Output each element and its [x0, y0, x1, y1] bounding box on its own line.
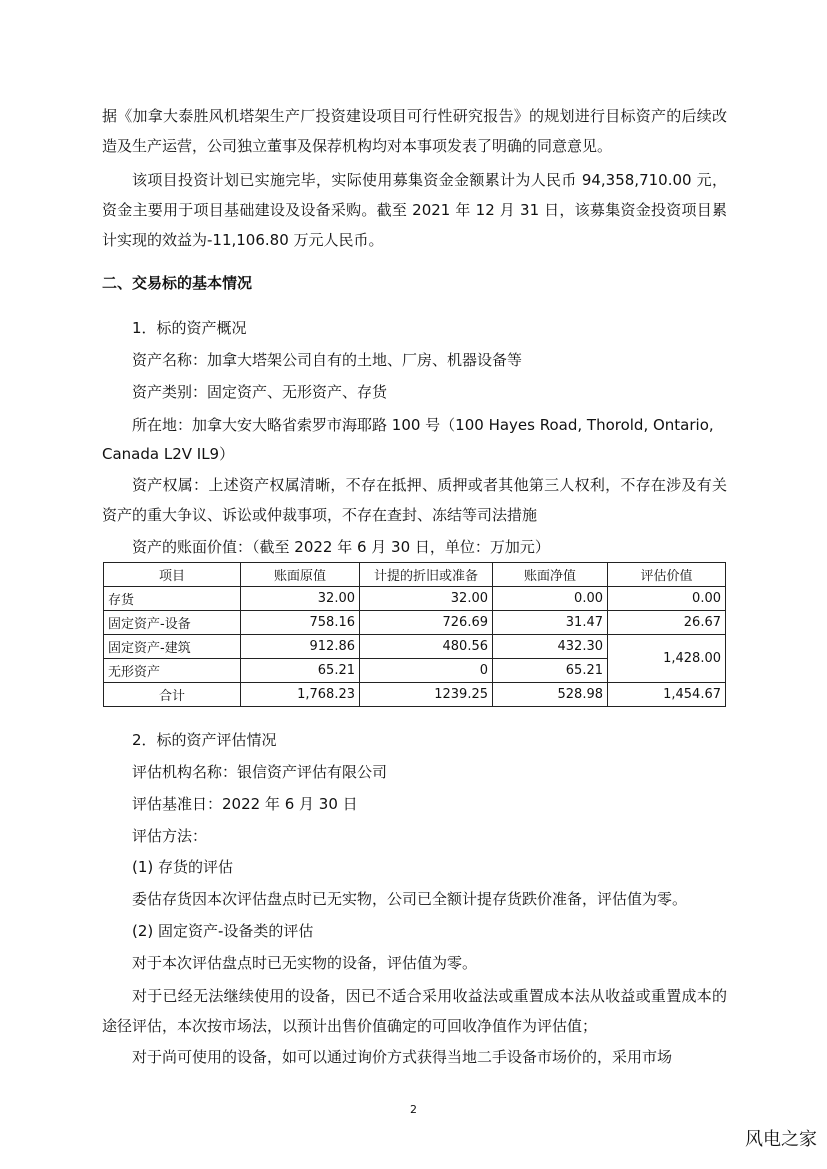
table-cell: 432.30: [493, 635, 608, 659]
table-header-cell: 账面净值: [493, 563, 608, 587]
appraisal-agency: 评估机构名称：银信资产评估有限公司: [132, 763, 388, 781]
table-header-cell: 计提的折旧或准备: [360, 563, 493, 587]
paragraph-investment-summary: 该项目投资计划已实施完毕，实际使用募集资金金额累计为人民币 94,358,710.00 元，资金主要用于项目基础建设及设备采购。截至 2021 年 12 月 31 日，该募集资金投资项目累计实现的效益为-11,106.80 万元人民币。: [102, 171, 727, 249]
table-header-cell: 评估价值: [608, 563, 726, 587]
table-cell: 0.00: [608, 587, 726, 611]
appraisal-base-date: 评估基准日：2022 年 6 月 30 日: [132, 795, 358, 813]
table-cell: 1239.25: [360, 683, 493, 707]
method-inventory-text: 委估存货因本次评估盘点时已无实物，公司已全额计提存货跌价准备，评估值为零。: [132, 890, 688, 908]
table-cell: 480.56: [360, 635, 493, 659]
table-cell: 合计: [104, 683, 241, 707]
table-cell: 0: [360, 659, 493, 683]
table-row: [104, 587, 726, 611]
table-cell: 65.21: [241, 659, 360, 683]
table-cell: 0.00: [493, 587, 608, 611]
table-header-row: [104, 563, 726, 587]
table-cell: 无形资产: [104, 659, 241, 683]
asset-location-line2: Canada L2V IL9）: [102, 445, 235, 463]
table-cell: 31.47: [493, 611, 608, 635]
asset-value-table: [103, 562, 726, 707]
table-cell: 26.67: [608, 611, 726, 635]
asset-type: 资产类别：固定资产、无形资产、存货: [132, 383, 388, 401]
appraisal-method-label: 评估方法：: [132, 827, 208, 845]
asset-name: 资产名称：加拿大塔架公司自有的土地、厂房、机器设备等: [132, 351, 523, 369]
table-cell: 65.21: [493, 659, 608, 683]
table-cell: 存货: [104, 587, 241, 611]
table-cell: 32.00: [360, 587, 493, 611]
paragraph-plan-text: 据《加拿大泰胜风机塔架生产厂投资建设项目可行性研究报告》的规划进行目标资产的后续改造及生产运营，公司独立董事及保荐机构均对本事项发表了明确的同意意见。: [102, 107, 727, 155]
table-cell: 1,768.23: [241, 683, 360, 707]
table-cell: 912.86: [241, 635, 360, 659]
table-cell-merged: 1,428.00: [608, 635, 726, 683]
section-heading: 二、交易标的基本情况: [102, 274, 253, 292]
table-row: [104, 635, 726, 659]
page-number: 2: [410, 1103, 417, 1116]
subsection-title-overview: 1．标的资产概况: [132, 319, 247, 337]
method-equipment-unusable: 对于已经无法继续使用的设备，因已不适合采用收益法或重置成本法从收益或重置成本的途径评估，本次按市场法，以预计出售价值确定的可回收净值作为评估值；: [102, 987, 727, 1035]
method-equipment-usable: 对于尚可使用的设备，如可以通过询价方式获得当地二手设备市场价的，采用市场: [132, 1048, 673, 1066]
subsection-title-appraisal: 2．标的资产评估情况: [132, 731, 277, 749]
asset-location-line1: 所在地：加拿大安大略省索罗市海耶路 100 号（100 Hayes Road, Thorold, Ontario,: [132, 416, 714, 434]
table-row: [104, 611, 726, 635]
table-cell: 1,454.67: [608, 683, 726, 707]
table-cell: 固定资产-设备: [104, 611, 241, 635]
table-cell: 固定资产-建筑: [104, 635, 241, 659]
table-cell: 528.98: [493, 683, 608, 707]
table-cell: 726.69: [360, 611, 493, 635]
table-cell: 32.00: [241, 587, 360, 611]
method-equipment-text: 对于本次评估盘点时已无实物的设备，评估值为零。: [132, 954, 478, 972]
method-inventory-title: (1) 存货的评估: [132, 858, 234, 876]
method-equipment-title: (2) 固定资产-设备类的评估: [132, 922, 314, 940]
book-value-caption: 资产的账面价值：（截至 2022 年 6 月 30 日，单位：万加元）: [132, 538, 550, 556]
asset-ownership: 资产权属：上述资产权属清晰，不存在抵押、质押或者其他第三人权利，不存在涉及有关资产的重大争议、诉讼或仲裁事项，不存在查封、冻结等司法措施: [102, 476, 727, 524]
table-header-cell: 账面原值: [241, 563, 360, 587]
table-header-cell: 项目: [104, 563, 241, 587]
table-cell: 758.16: [241, 611, 360, 635]
watermark-text: 风电之家: [745, 1129, 817, 1150]
table-total-row: [104, 683, 726, 707]
